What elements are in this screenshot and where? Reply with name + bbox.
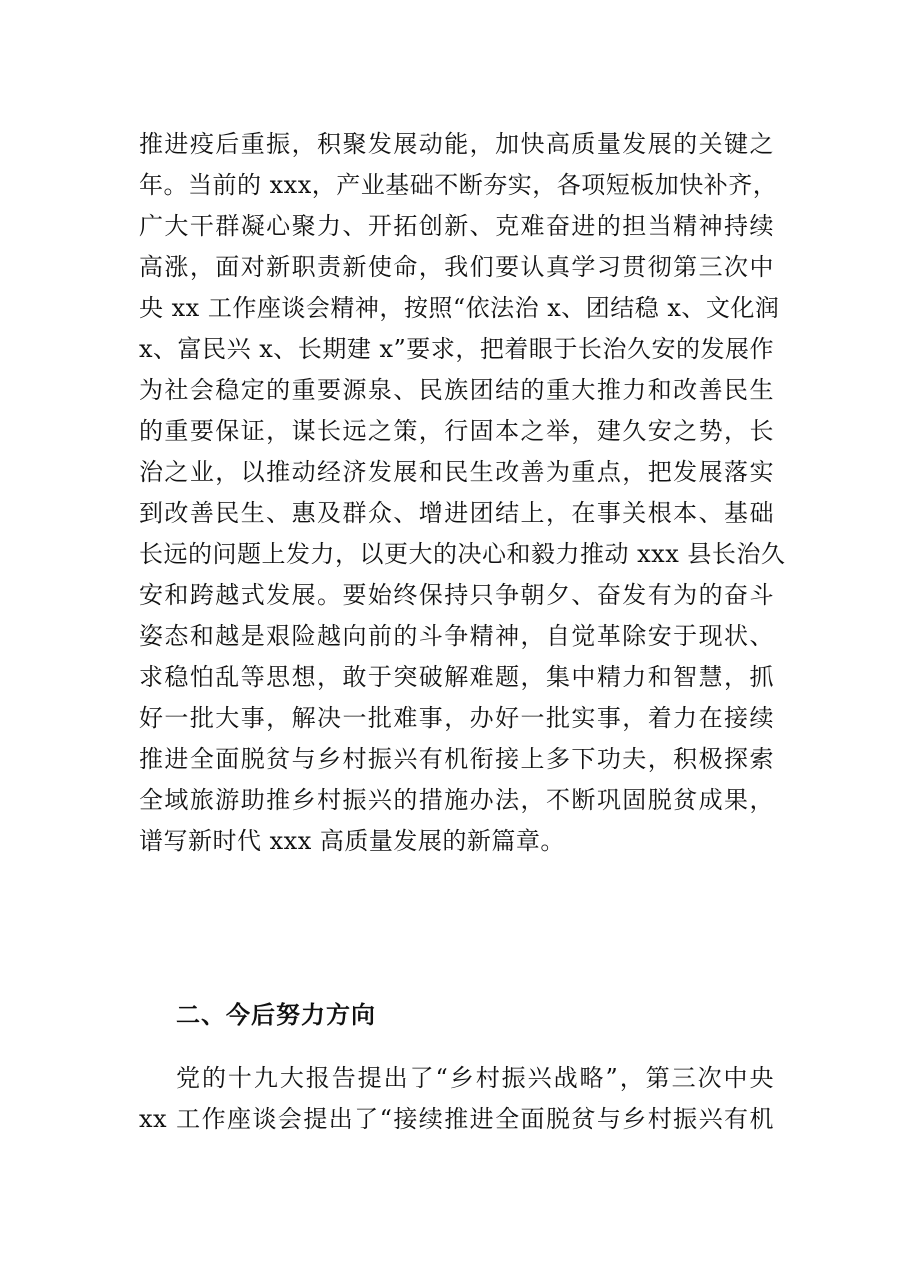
paragraph-line: 广大干群凝心聚力、开拓创新、克难奋进的担当精神持续 xyxy=(139,212,774,240)
paragraph-line: 姿态和越是艰险越向前的斗争精神，自觉革除安于现状、 xyxy=(139,622,774,650)
paragraph-line: 推进疫后重振，积聚发展动能，加快高质量发展的关键之 xyxy=(139,130,774,158)
body-paragraph-1 xyxy=(139,124,786,862)
paragraph-line: 安和跨越式发展。要始终保持只争朝夕、奋发有为的奋斗 xyxy=(139,581,774,609)
paragraph-line: 长远的问题上发力，以更大的决心和毅力推动 xxx 县长治久 xyxy=(139,540,786,568)
paragraph-line: 推进全面脱贫与乡村振兴有机衔接上多下功夫，积极探索 xyxy=(139,745,774,773)
paragraph-line: x、富民兴 x、长期建 x”要求，把着眼于长治久安的发展作 xyxy=(139,335,774,363)
paragraph-line: 治之业，以推动经济发展和民生改善为重点，把发展落实 xyxy=(139,458,774,486)
paragraph-line: 到改善民生、惠及群众、增进团结上，在事关根本、基础 xyxy=(139,499,774,527)
paragraph-line: 谱写新时代 xxx 高质量发展的新篇章。 xyxy=(139,827,565,855)
paragraph-line: xx 工作座谈会提出了“接续推进全面脱贫与乡村振兴有机 xyxy=(139,1105,774,1133)
paragraph-line: 求稳怕乱等思想，敢于突破解难题，集中精力和智慧，抓 xyxy=(139,663,774,691)
paragraph-line: 好一批大事，解决一批难事，办好一批实事，着力在接续 xyxy=(139,704,774,732)
body-paragraph-2 xyxy=(139,1058,774,1140)
paragraph-line: 高涨，面对新职责新使命，我们要认真学习贯彻第三次中 xyxy=(139,253,774,281)
paragraph-line: 全域旅游助推乡村振兴的措施办法，不断巩固脱贫成果， xyxy=(139,786,774,814)
paragraph-line: 为社会稳定的重要源泉、民族团结的重大推力和改善民生 xyxy=(139,376,774,404)
paragraph-line: 央 xx 工作座谈会精神，按照“依法治 x、团结稳 x、文化润 xyxy=(139,294,780,322)
section-heading: 二、今后努力方向 xyxy=(176,1001,376,1029)
paragraph-line: 党的十九大报告提出了“乡村振兴战略”，第三次中央 xyxy=(176,1064,774,1092)
paragraph-line: 的重要保证，谋长远之策，行固本之举，建久安之势，长 xyxy=(139,417,774,445)
paragraph-line: 年。当前的 xxx，产业基础不断夯实，各项短板加快补齐， xyxy=(139,171,778,199)
